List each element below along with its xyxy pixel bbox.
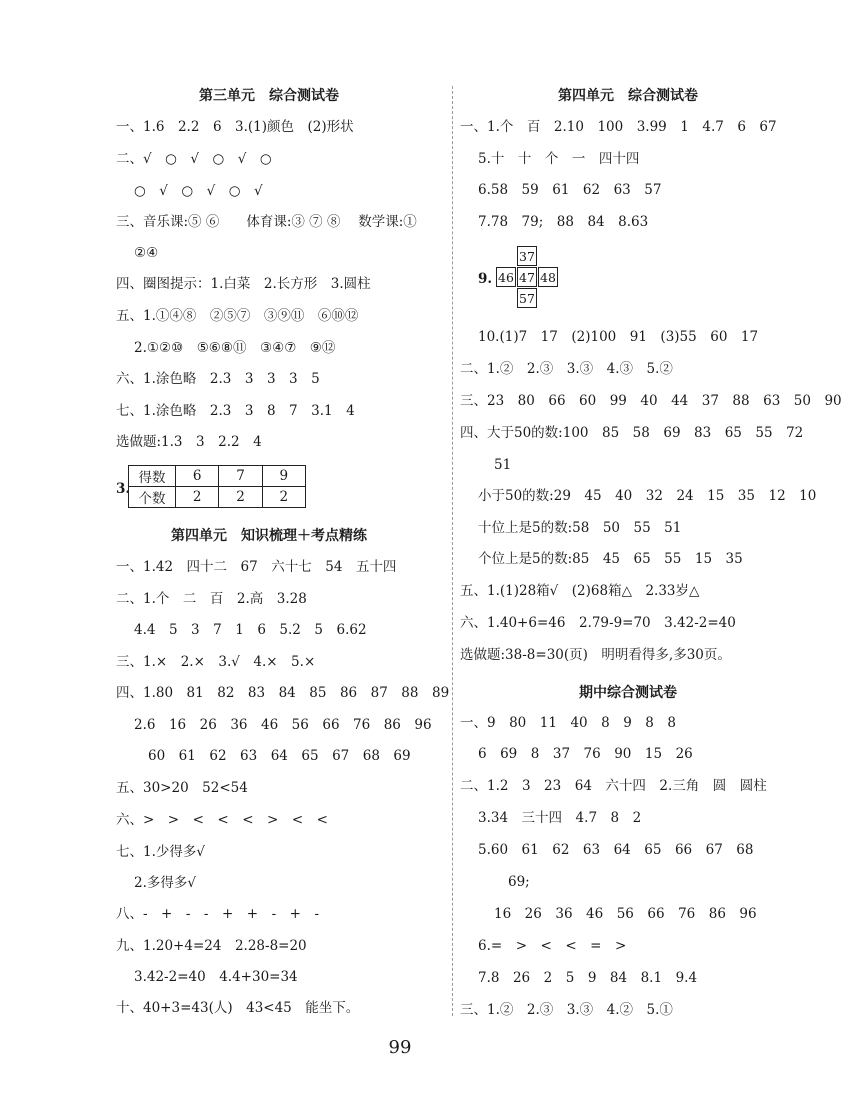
answer-line: 二、1.2 3 23 64 六十四 2.三角 圆 圆柱	[460, 778, 767, 794]
answer-line: 六、1.涂色略 2.3 3 3 3 5	[116, 371, 320, 387]
section-title-unit4-review: 第四单元 知识梳理＋考点精练	[171, 528, 367, 544]
answer-line: 16 26 36 46 56 66 76 86 96	[494, 906, 757, 922]
section-title-unit4-test: 第四单元 综合测试卷	[558, 88, 698, 104]
answer-line: 二、√ ○ √ ○ √ ○	[116, 151, 272, 167]
cross-label: 9.	[478, 271, 493, 287]
table-label: 3.	[116, 481, 131, 497]
cross-cell-left: 46	[496, 267, 516, 287]
answer-line: 三、1.② 2.③ 3.③ 4.② 5.①	[460, 1002, 673, 1018]
answer-line: 6 69 8 37 76 90 15 26	[478, 746, 693, 762]
answer-line: 一、1.42 四十二 67 六十七 54 五十四	[116, 559, 397, 575]
answer-line: ②④	[134, 245, 159, 261]
answer-line: 八、- + - - + + - + -	[116, 906, 320, 922]
table-cell: 6	[176, 466, 219, 487]
answer-line: 一、1.6 2.2 6 3.(1)颜色 (2)形状	[116, 119, 354, 135]
answer-line: 个位上是5的数:85 45 65 55 15 35	[478, 551, 743, 567]
table-cell: 个数	[129, 487, 176, 508]
answer-line: 五、30>20 52<54	[116, 780, 248, 796]
section-title-unit3-test: 第三单元 综合测试卷	[199, 88, 339, 104]
cross-cell-top: 37	[517, 246, 537, 266]
answer-line: 五、1.(1)28箱√ (2)68箱△ 2.33岁△	[460, 583, 700, 599]
answer-line: 五、1.①④⑧ ②⑤⑦ ③⑨⑪ ⑥⑩⑫	[116, 308, 359, 324]
answer-line: 2.多得多√	[134, 875, 196, 891]
answer-line: 四、1.80 81 82 83 84 85 86 87 88 89	[116, 685, 450, 701]
answer-table	[128, 465, 306, 508]
section-title-midterm: 期中综合测试卷	[579, 685, 677, 701]
answer-line: 七、1.涂色略 2.3 3 8 7 3.1 4	[116, 403, 355, 419]
cross-cell-center: 47	[517, 267, 537, 287]
table-cell: 7	[219, 466, 262, 487]
answer-line: 四、大于50的数:100 85 58 69 83 65 55 72	[460, 425, 804, 441]
answer-line: 10.(1)7 17 (2)100 91 (3)55 60 17	[478, 329, 759, 345]
answer-line: 六、1.40+6=46 2.79-9=70 3.42-2=40	[460, 615, 736, 631]
answer-line: 二、1.个 二 百 2.高 3.28	[116, 591, 307, 607]
answer-line: 三、1.× 2.× 3.√ 4.× 5.×	[116, 654, 316, 670]
answer-line: 6.= > < < = >	[478, 938, 627, 954]
answer-line: 七、1.少得多√	[116, 844, 205, 860]
table-cell: 2	[262, 487, 305, 508]
answer-line: 2.①②⑩ ⑤⑥⑧⑪ ③④⑦ ⑨⑫	[134, 340, 336, 356]
answer-line: 7.8 26 2 5 9 84 8.1 9.4	[478, 970, 698, 986]
answer-line: 十、40+3=43(人) 43<45 能坐下。	[116, 1000, 360, 1016]
answer-line: 2.6 16 26 36 46 56 66 76 86 96	[134, 717, 432, 733]
answer-line: 小于50的数:29 45 40 32 24 15 35 12 10	[478, 488, 817, 504]
answer-line: 3.34 三十四 4.7 8 2	[478, 810, 642, 826]
table-cell: 得数	[129, 466, 176, 487]
column-divider	[452, 86, 453, 1016]
table-cell: 2	[219, 487, 262, 508]
answer-line: 三、23 80 66 60 99 40 44 37 88 63 50 90	[460, 393, 842, 409]
answer-line: 6.58 59 61 62 63 57	[478, 182, 662, 198]
answer-line: 九、1.20+4=24 2.28-8=20	[116, 938, 307, 954]
cross-cell-bottom: 57	[517, 288, 537, 308]
answer-line: 一、1.个 百 2.10 100 3.99 1 4.7 6 67	[460, 119, 777, 135]
answer-line: 51	[494, 457, 512, 473]
cross-cell-right: 48	[538, 267, 558, 287]
answer-line: 二、1.② 2.③ 3.③ 4.③ 5.②	[460, 361, 673, 377]
answer-line: 5.60 61 62 63 64 65 66 67 68	[478, 842, 754, 858]
page-number: 99	[388, 1037, 412, 1058]
answer-line: 3.42-2=40 4.4+30=34	[134, 969, 298, 985]
answer-line: 69;	[508, 874, 530, 890]
answer-line: 十位上是5的数:58 50 55 51	[478, 520, 682, 536]
table-cell: 2	[176, 487, 219, 508]
answer-line: 一、9 80 11 40 8 9 8 8	[460, 715, 676, 731]
table-cell: 9	[262, 466, 305, 487]
answer-line: 4.4 5 3 7 1 6 5.2 5 6.62	[134, 622, 367, 638]
answer-line: 选做题:1.3 3 2.2 4	[116, 434, 262, 450]
answer-line: 5.十 十 个 一 四十四	[478, 151, 640, 167]
answer-line: 四、圈图提示：1.白菜 2.长方形 3.圆柱	[116, 276, 371, 292]
answer-line: 60 61 62 63 64 65 67 68 69	[148, 748, 411, 764]
answer-line: ○ √ ○ √ ○ √	[134, 183, 263, 199]
answer-line: 六、> > < < < > < <	[116, 812, 328, 828]
answer-line: 7.78 79; 88 84 8.63	[478, 214, 649, 230]
answer-line: 三、音乐课:⑤ ⑥ 体育课:③ ⑦ ⑧ 数学课:①	[116, 214, 417, 230]
answer-line: 选做题:38-8=30(页) 明明看得多,多30页。	[460, 647, 731, 663]
